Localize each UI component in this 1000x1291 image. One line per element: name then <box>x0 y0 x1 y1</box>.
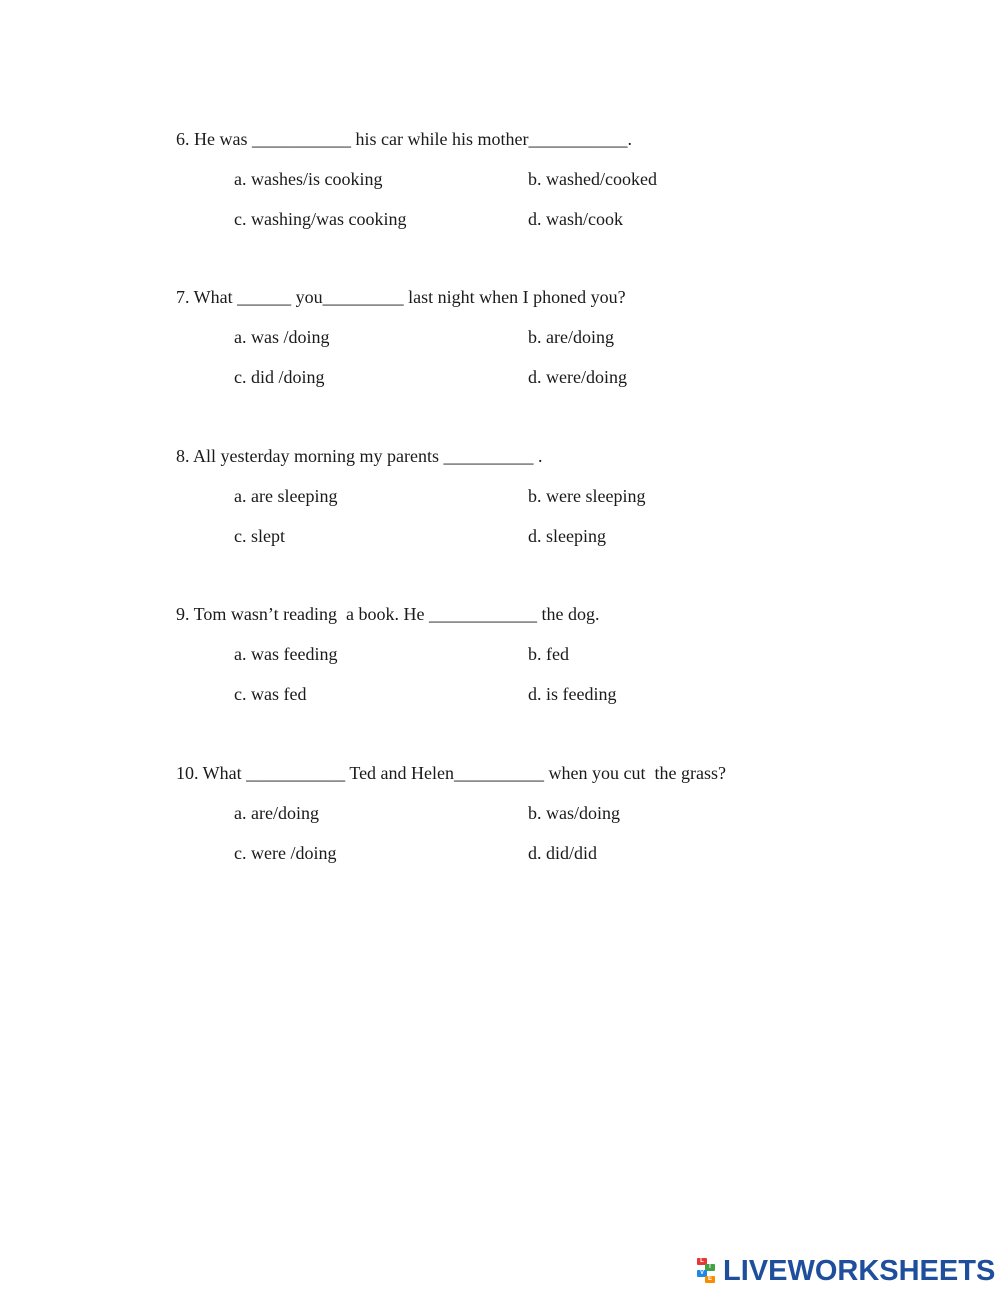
option-d[interactable]: d. did/did <box>528 843 598 863</box>
question-text: 10. What ___________ Ted and Helen__________ when you cut the grass? <box>176 763 726 783</box>
option-c[interactable]: c. was fed <box>234 684 307 704</box>
options-row-2 <box>176 366 936 388</box>
options-row-1 <box>176 802 936 824</box>
question-text: 6. He was ___________ his car while his mother___________. <box>176 129 632 149</box>
logo-text: LIVEWORKSHEETS <box>723 1255 996 1287</box>
options-row-1 <box>176 485 936 507</box>
option-d[interactable]: d. were/doing <box>528 367 627 387</box>
option-b[interactable]: b. fed <box>528 644 569 664</box>
options-row-1 <box>176 168 936 190</box>
option-c[interactable]: c. were /doing <box>234 843 337 863</box>
option-a[interactable]: a. was /doing <box>234 327 330 347</box>
option-d[interactable]: d. is feeding <box>528 684 617 704</box>
option-c[interactable]: c. washing/was cooking <box>234 209 407 229</box>
options-row-1 <box>176 643 936 665</box>
options-row-1 <box>176 326 936 348</box>
option-d[interactable]: d. wash/cook <box>528 209 623 229</box>
question-text: 7. What ______ you_________ last night when I phoned you? <box>176 287 626 307</box>
options-row-2 <box>176 683 936 705</box>
option-b[interactable]: b. washed/cooked <box>528 169 657 189</box>
options-row-2 <box>176 525 936 547</box>
options-row-2 <box>176 842 936 864</box>
options-row-2 <box>176 208 936 230</box>
question-9 <box>176 603 936 705</box>
question-7 <box>176 286 936 388</box>
option-b[interactable]: b. are/doing <box>528 327 614 347</box>
question-text: 8. All yesterday morning my parents __________ . <box>176 446 543 466</box>
liveworksheets-logo[interactable] <box>697 1256 995 1286</box>
option-c[interactable]: c. slept <box>234 526 285 546</box>
option-a[interactable]: a. are/doing <box>234 803 319 823</box>
option-a[interactable]: a. was feeding <box>234 644 338 664</box>
option-b[interactable]: b. was/doing <box>528 803 620 823</box>
option-a[interactable]: a. are sleeping <box>234 486 338 506</box>
liveworksheets-logo-icon: L I V E <box>697 1258 719 1284</box>
question-8 <box>176 445 936 547</box>
question-10 <box>176 762 936 864</box>
option-b[interactable]: b. were sleeping <box>528 486 646 506</box>
option-a[interactable]: a. washes/is cooking <box>234 169 383 189</box>
question-text: 9. Tom wasn’t reading a book. He ____________ the dog. <box>176 604 600 624</box>
question-6 <box>176 128 936 230</box>
option-d[interactable]: d. sleeping <box>528 526 606 546</box>
option-c[interactable]: c. did /doing <box>234 367 325 387</box>
